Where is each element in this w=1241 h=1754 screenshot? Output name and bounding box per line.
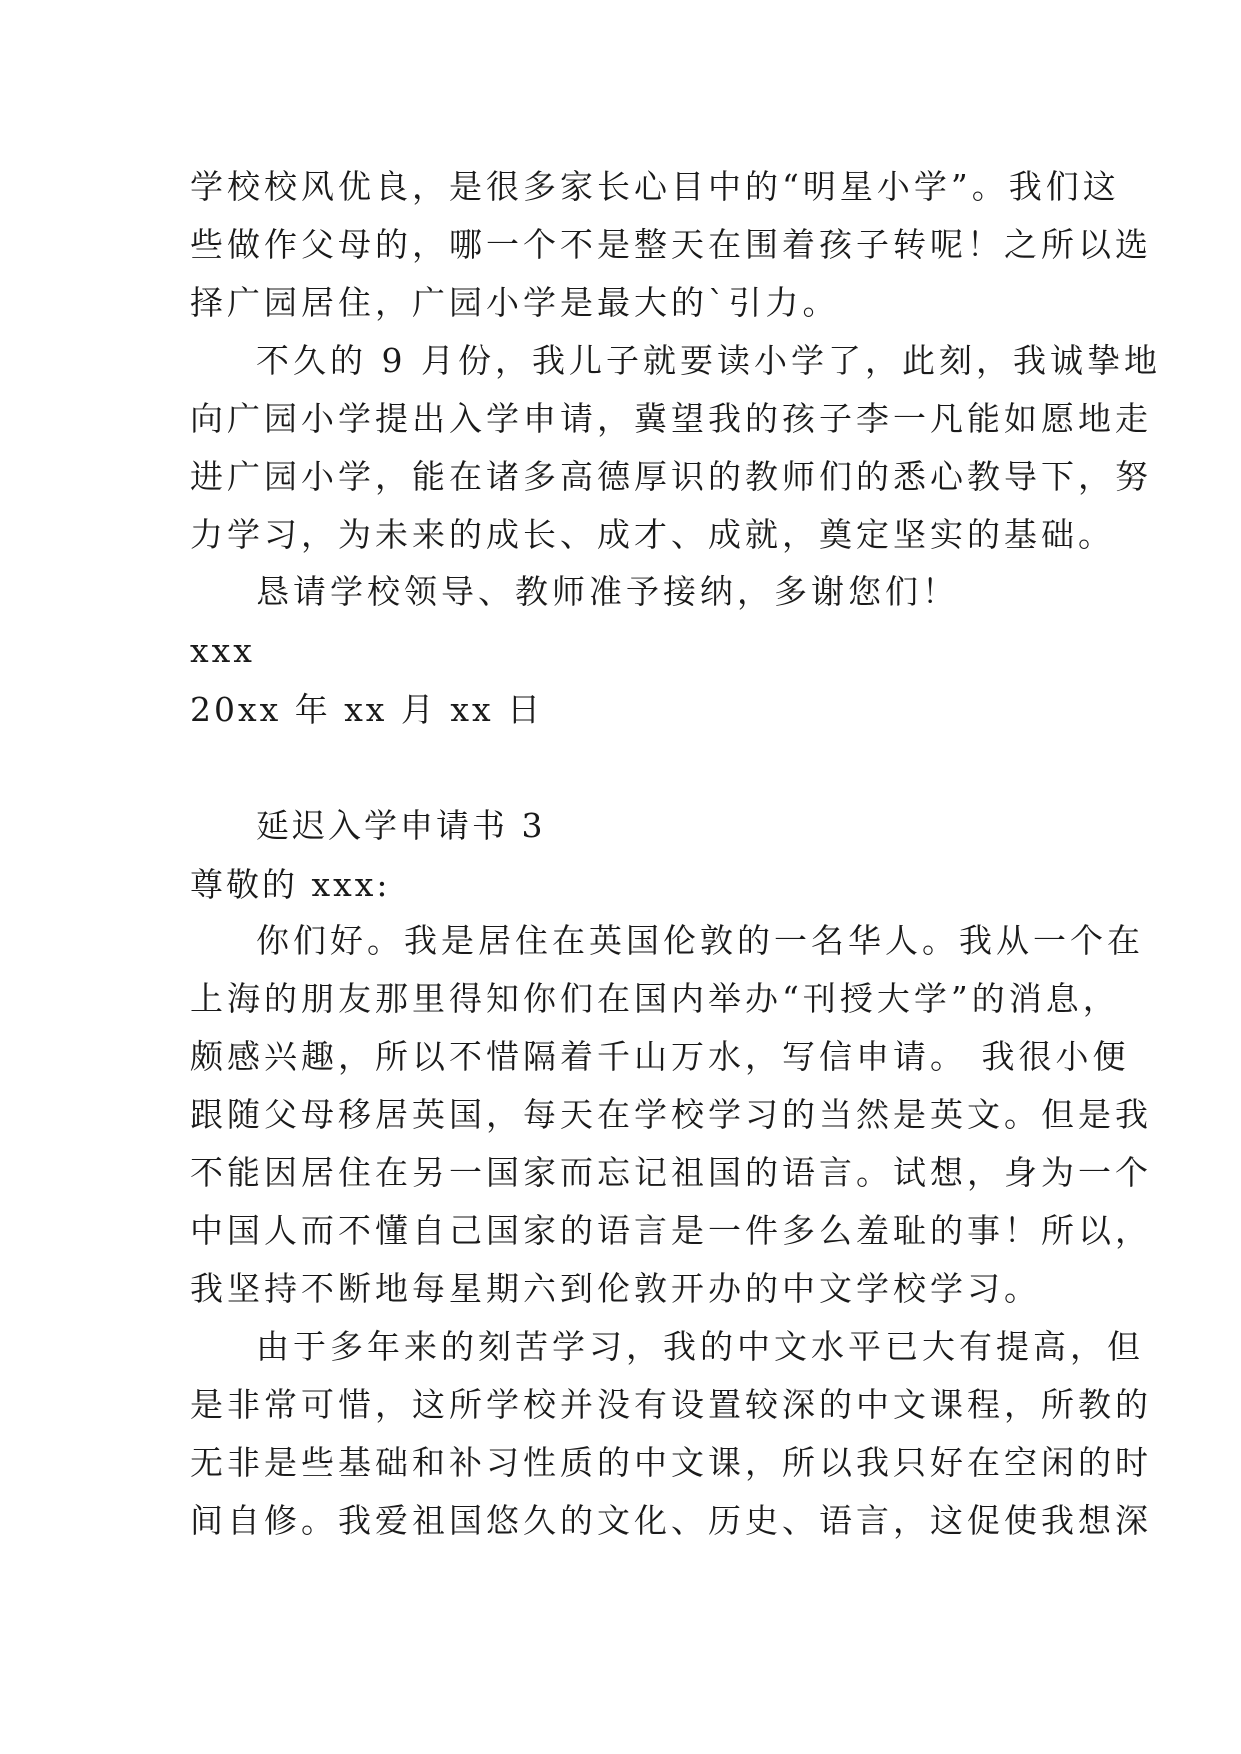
text-line: 跟随父母移居英国，每天在学校学习的当然是英文。但是我 bbox=[190, 1095, 1152, 1134]
signature: xxx bbox=[190, 631, 255, 670]
text-line: 无非是些基础和补习性质的中文课，所以我只好在空闲的时 bbox=[190, 1443, 1152, 1482]
date-line: 20xx 年 xx 月 xx 日 bbox=[190, 690, 544, 729]
text-line: 学校校风优良，是很多家长心目中的“明星小学”。我们这 bbox=[190, 167, 1120, 206]
paragraph-self-introduction bbox=[190, 912, 1152, 1318]
text-line: 你们好。我是居住在英国伦敦的一名华人。我从一个在 bbox=[256, 921, 1144, 960]
text-line: 择广园居住，广园小学是最大的`引力。 bbox=[190, 283, 840, 322]
text-line: 些做作父母的，哪一个不是整天在围着孩子转呢！之所以选 bbox=[190, 225, 1152, 264]
text-line: 力学习，为未来的成长、成才、成就，奠定坚实的基础。 bbox=[190, 515, 1115, 554]
paragraph-closing-request bbox=[190, 563, 1060, 621]
text-line: 进广园小学，能在诸多高德厚识的教师们的悉心教导下，努 bbox=[190, 457, 1152, 496]
salutation: 尊敬的 xxx: bbox=[190, 865, 391, 904]
text-line: 间自修。我爱祖国悠久的文化、历史、语言，这促使我想深 bbox=[190, 1501, 1152, 1540]
text-line: 不能因居住在另一国家而忘记祖国的语言。试想，身为一个 bbox=[190, 1153, 1152, 1192]
paragraph-study-background bbox=[190, 1318, 1152, 1550]
text-line: 上海的朋友那里得知你们在国内举办“刊授大学”的消息， bbox=[190, 979, 1120, 1018]
text-line: 中国人而不懂自己国家的语言是一件多么羞耻的事！所以， bbox=[190, 1211, 1152, 1250]
paragraph-school-reputation bbox=[190, 158, 1152, 332]
text-line: 是非常可惜，这所学校并没有设置较深的中文课程，所教的 bbox=[190, 1385, 1152, 1424]
text-line: 向广园小学提出入学申请，冀望我的孩子李一凡能如愿地走 bbox=[190, 399, 1152, 438]
text-line: 颇感兴趣，所以不惜隔着千山万水，写信申请。 我很小便 bbox=[190, 1037, 1130, 1076]
text-line: 由于多年来的刻苦学习，我的中文水平已大有提高，但 bbox=[256, 1327, 1144, 1366]
text-line: 不久的 9 月份，我儿子就要读小学了，此刻，我诚挚地 bbox=[256, 341, 1161, 380]
paragraph-enrollment-request bbox=[190, 332, 1161, 564]
text-line: 恳请学校领导、教师准予接纳，多谢您们！ bbox=[256, 572, 959, 611]
letter-title: 延迟入学申请书 3 bbox=[256, 806, 546, 845]
text-line: 我坚持不断地每星期六到伦敦开办的中文学校学习。 bbox=[190, 1269, 1041, 1308]
